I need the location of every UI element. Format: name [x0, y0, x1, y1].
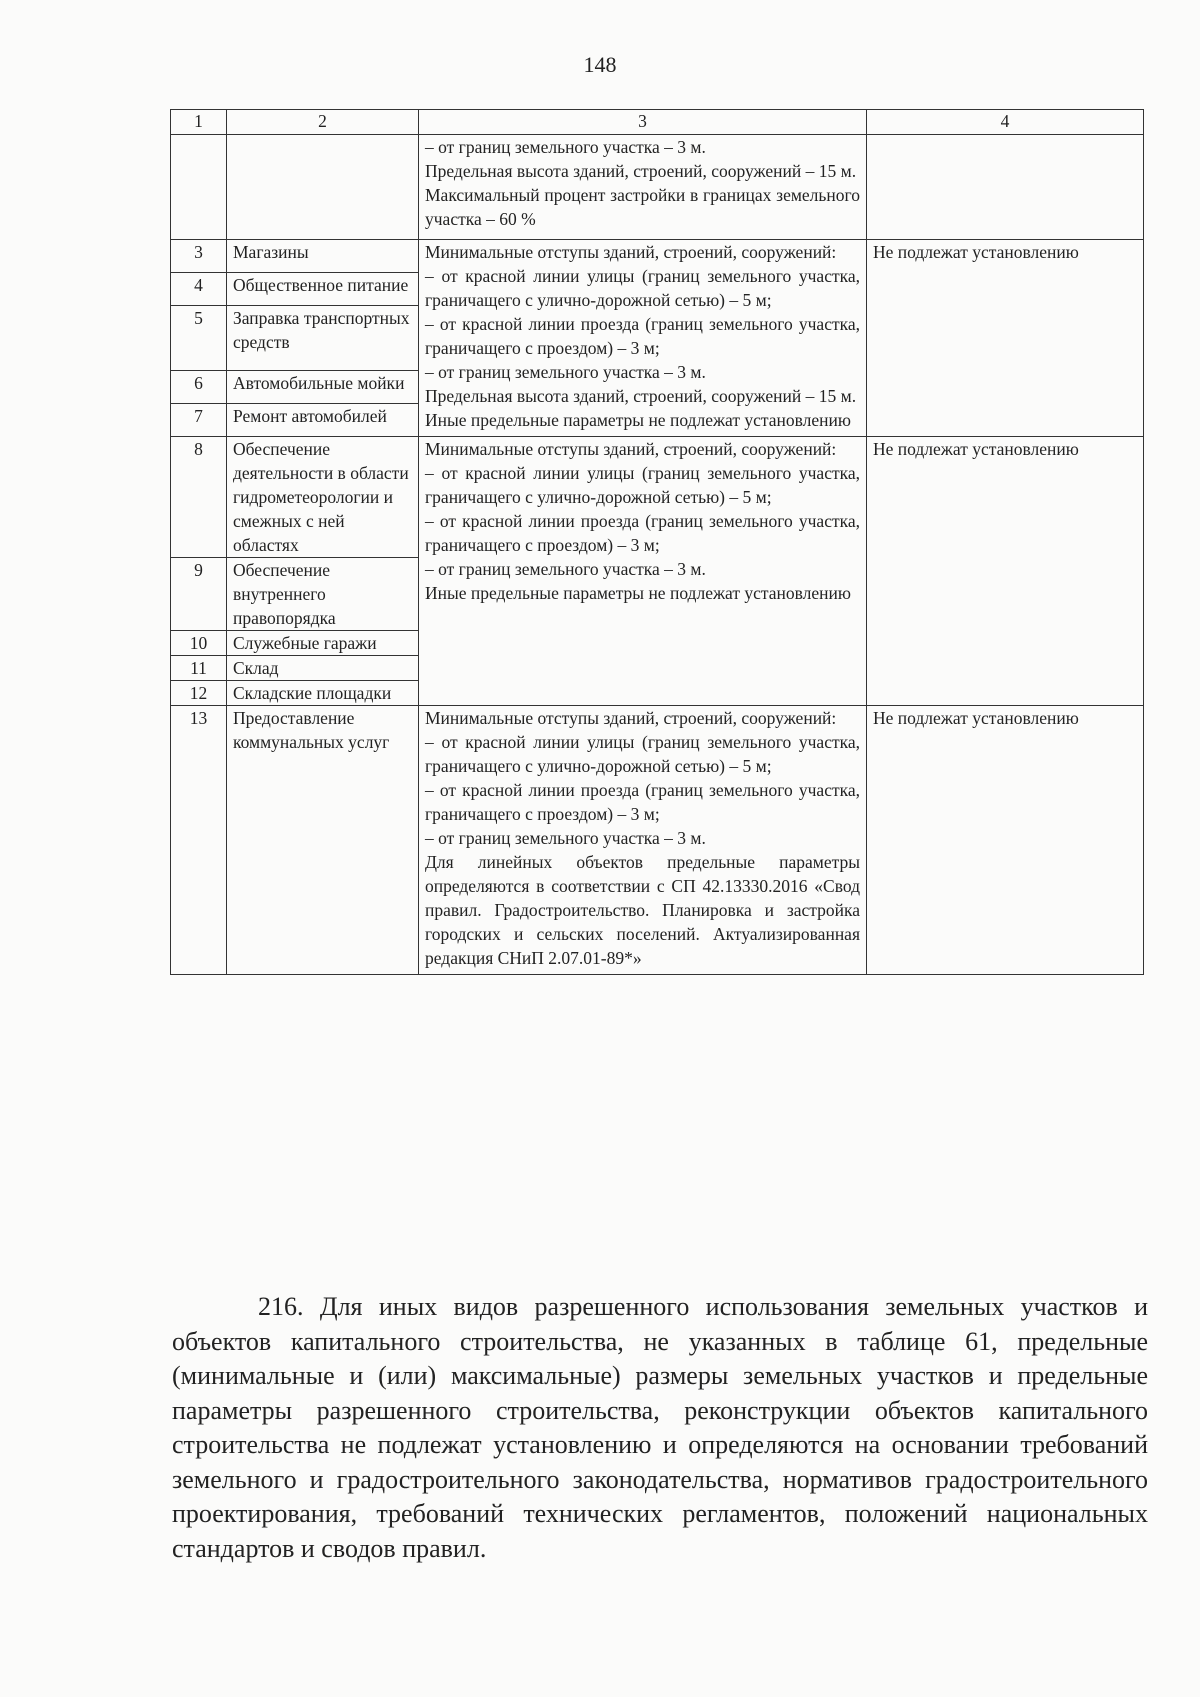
parameters-cell: [419, 437, 867, 706]
permitted-use-name: Предоставление коммунальных услуг: [227, 706, 419, 975]
table-row: [171, 437, 1144, 558]
permitted-use-name: Служебные гаражи: [227, 631, 419, 656]
item-number: 4: [171, 273, 227, 306]
table-row: [171, 706, 1144, 975]
parameter-line: – от красной линии улицы (границ земельного участка, граничащего с улично-дорожной сетью) – 5 м;: [425, 463, 860, 507]
size-limits-cell: Не подлежат установлению: [867, 240, 1144, 437]
permitted-use-name: Складские площадки: [227, 681, 419, 706]
parameter-line: – от границ земельного участка – 3 м.: [425, 137, 706, 157]
parameter-line: – от границ земельного участка – 3 м.: [425, 362, 706, 382]
parameters-cell: [419, 135, 867, 240]
continuation-row: [171, 135, 1144, 240]
permitted-use-name: Магазины: [227, 240, 419, 273]
parameter-line: – от красной линии проезда (границ земельного участка, граничащего с проездом) – 3 м;: [425, 511, 860, 555]
item-number: 6: [171, 370, 227, 403]
parameter-line: – от красной линии улицы (границ земельного участка, граничащего с улично-дорожной сетью) – 5 м;: [425, 266, 860, 310]
paragraph-216: [172, 1290, 1148, 1566]
size-limits-cell: Не подлежат установлению: [867, 437, 1144, 706]
parameter-line: Минимальные отступы зданий, строений, сооружений:: [425, 439, 837, 459]
paragraph-text: 216. Для иных видов разрешенного использования земельных участков и объектов капитального строительства, не указанных в таблице 61, предельные (минимальные и (или) максимальные) размеры земельных участков и предельные параметры разрешенного строительства, реконструкции объектов капитального строительства не подлежат установлению и определяются на основании требований земельного и градостроительного законодательства, нормативов градостроительного проектирования, требований технических регламентов, положений национальных стандартов и сводов правил.: [172, 1292, 1148, 1563]
permitted-use-name: Общественное питание: [227, 273, 419, 306]
permitted-use-name: Обеспечение деятельности в области гидрометеорологии и смежных с ней областях: [227, 437, 419, 558]
table-header-row: [171, 110, 1144, 135]
table-row: [171, 240, 1144, 273]
item-number: 8: [171, 437, 227, 558]
parameter-line: Минимальные отступы зданий, строений, сооружений:: [425, 708, 837, 728]
parameter-line: – от границ земельного участка – 3 м.: [425, 559, 706, 579]
parameter-line: Предельная высота зданий, строений, сооружений – 15 м.: [425, 161, 857, 181]
size-limits-cell: Не подлежат установлению: [867, 706, 1144, 975]
regulations-table: [170, 109, 1144, 975]
header-cell: 3: [419, 110, 867, 135]
name-cell: [227, 135, 419, 240]
permitted-use-name: Склад: [227, 656, 419, 681]
parameters-cell: [419, 706, 867, 975]
number-cell: [171, 135, 227, 240]
item-number: 10: [171, 631, 227, 656]
item-number: 5: [171, 306, 227, 371]
note-cell: [867, 135, 1144, 240]
permitted-use-name: Автомобильные мойки: [227, 370, 419, 403]
page-number: 148: [583, 52, 617, 77]
parameter-line: Для линейных объектов предельные параметры определяются в соответствии с СП 42.13330.2016 «Свод правил. Градостроительство. Планировка и застройка городских и сельских поселений. Актуализированная редакция СНиП 2.07.01-89*»: [425, 852, 860, 968]
parameter-line: – от границ земельного участка – 3 м.: [425, 828, 706, 848]
item-number: 7: [171, 403, 227, 436]
header-cell: 1: [171, 110, 227, 135]
parameter-line: Иные предельные параметры не подлежат установлению: [425, 583, 851, 603]
item-number: 11: [171, 656, 227, 681]
item-number: 9: [171, 558, 227, 631]
permitted-use-name: Ремонт автомобилей: [227, 403, 419, 436]
header-cell: 4: [867, 110, 1144, 135]
parameter-line: Максимальный процент застройки в границах земельного участка – 60 %: [425, 185, 860, 229]
parameters-cell: [419, 240, 867, 437]
parameter-line: – от красной линии улицы (границ земельного участка, граничащего с улично-дорожной сетью) – 5 м;: [425, 732, 860, 776]
parameter-line: – от красной линии проезда (границ земельного участка, граничащего с проездом) – 3 м;: [425, 314, 860, 358]
parameter-line: Предельная высота зданий, строений, сооружений – 15 м.: [425, 386, 857, 406]
parameter-line: – от красной линии проезда (границ земельного участка, граничащего с проездом) – 3 м;: [425, 780, 860, 824]
item-number: 13: [171, 706, 227, 975]
header-cell: 2: [227, 110, 419, 135]
permitted-use-name: Обеспечение внутреннего правопорядка: [227, 558, 419, 631]
permitted-use-name: Заправка транспортных средств: [227, 306, 419, 371]
parameter-line: Минимальные отступы зданий, строений, сооружений:: [425, 242, 837, 262]
item-number: 12: [171, 681, 227, 706]
item-number: 3: [171, 240, 227, 273]
table-body: [171, 110, 1144, 975]
parameter-line: Иные предельные параметры не подлежат установлению: [425, 410, 851, 430]
